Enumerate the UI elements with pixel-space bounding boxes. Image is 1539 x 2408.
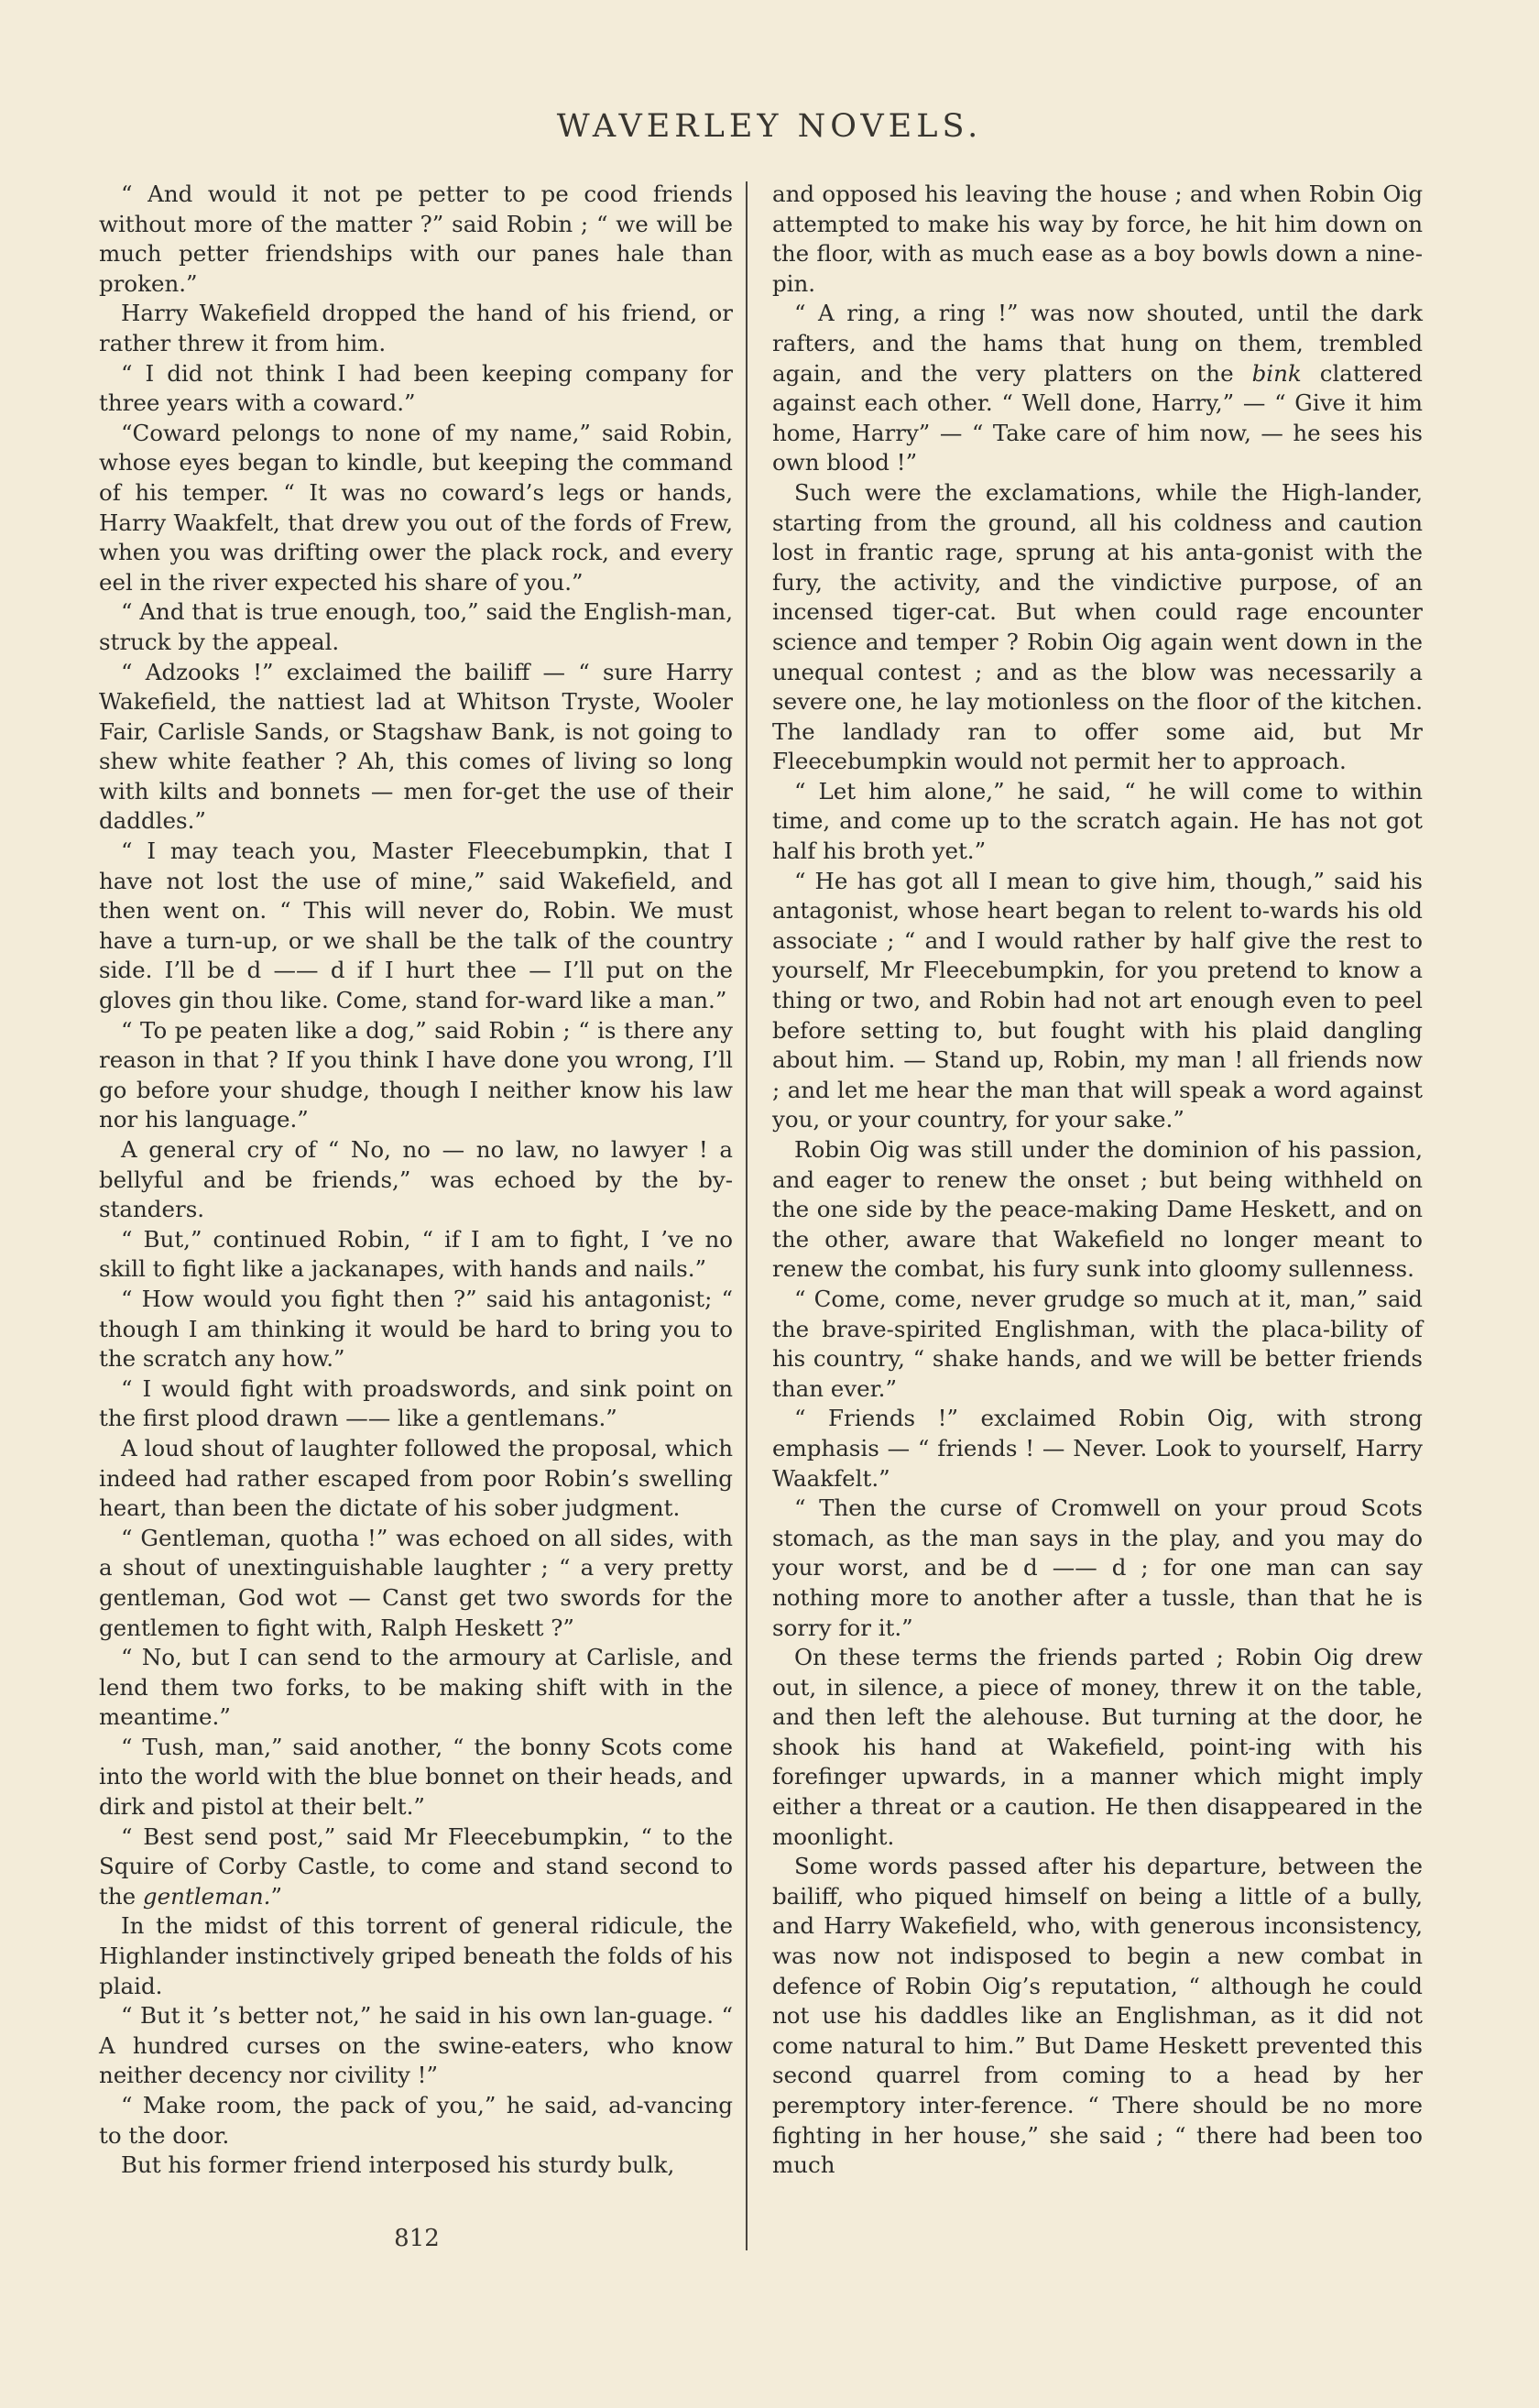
paragraph-text: and opposed his leaving the house ; and when Robin Oig attempted to make his way by force, he hit him down on the floor, with as much ease as a boy bowls down a nine-pin. [772,181,1423,297]
left-column [99,180,733,2181]
paragraph [99,180,733,299]
paragraph-text: In the midst of this torrent of general ridicule, the Highlander instinctively griped beneath the folds of his plaid. [99,1912,733,1999]
paragraph [99,1016,733,1135]
italic-text: gentleman. [142,1882,271,1910]
paragraph-text: Robin Oig was still under the dominion of his passion, and eager to renew the onset ; but being withheld on the one side by the peace-making Dame Heskett, and on the other, aware that Wakefield no longer meant to renew the combat, his fury sunk into gloomy sullenness. [772,1136,1423,1283]
paragraph [99,597,733,657]
paragraph-text: “ But it ’s better not,” he said in his own lan-guage. “ A hundred curses on the swine-eaters, who know neither decency nor civility !” [99,2002,733,2089]
paragraph-text: “ And that is true enough, too,” said the English-man, struck by the appeal. [99,598,733,655]
paragraph [99,1135,733,1225]
paragraph [772,478,1423,777]
paragraph-text: “ How would you fight then ?” said his antagonist; “ though I am thinking it would be hard to bring you to the scratch any how.” [99,1285,733,1373]
paragraph [99,658,733,837]
paragraph [99,2151,733,2181]
paragraph-text: “ To pe peaten like a dog,” said Robin ; “ is there any reason in that ? If you think I have done you wrong, I’ll go before your shudge, though I neither know his law nor his language.” [99,1016,733,1133]
paragraph [99,299,733,358]
paragraph-text: “ Let him alone,” he said, “ he will come to within time, and come up to the scratch again. He has not got half his broth yet.” [772,777,1423,865]
paragraph-text: “ A ring, a ring !” was now shouted, until the dark rafters, and the hams that hung on them, trembled again, and the very platters on the [772,300,1423,387]
page-number: 812 [394,2225,440,2252]
paragraph-text: “ I may teach you, Master Fleecebumpkin, that I have not lost the use of mine,” said Wakefield, and then went on. “ This will never do, Robin. We must have a turn-up, or we shall be the talk of the country side. I’ll be d —— d if I hurt thee — I’ll put on the gloves gin thou like. Come, stand for-ward like a man.” [99,837,733,1014]
paragraph [99,1434,733,1524]
paragraph-text: Some words passed after his departure, between the bailiff, who piqued himself on being a little of a bully, and Harry Wakefield, who, with generous inconsistency, was now not indisposed to begin a new combat in defence of Robin Oig’s reputation, “ although he could not use his daddles like an Englishman, as it did not come natural to him.” But Dame Heskett prevented this second quarrel from coming to a head by her peremptory inter-ference. “ There should be no more fighting in her house,” she said ; “ there had been too much [772,1853,1423,2179]
paragraph [772,1494,1423,1643]
paragraph [772,299,1423,478]
paragraph-text: Harry Wakefield dropped the hand of his friend, or rather threw it from him. [99,300,733,356]
paragraph-text: “ Make room, the pack of you,” he said, ad-vancing to the door. [99,2092,733,2149]
paragraph [99,1524,733,1643]
paragraph [772,1135,1423,1285]
paragraph-text: A general cry of “ No, no — no law, no lawyer ! a bellyful and be friends,” was echoed by the by-standers. [99,1136,733,1223]
paragraph [99,1374,733,1434]
paragraph-text: “ No, but I can send to the armoury at Carlisle, and lend them two forks, to be making shift with in the meantime.” [99,1644,733,1731]
paragraph-text: “ I would fight with proadswords, and sink point on the first plood drawn —— like a gentlemans.” [99,1374,733,1432]
paragraph [99,2091,733,2151]
paragraph [772,180,1423,299]
paragraph [99,1643,733,1733]
paragraph-text: “ And would it not pe petter to pe cood friends without more of the matter ?” said Robin ; “ we will be much petter friendships with our panes hale than proken.” [99,181,733,297]
paragraph [99,1822,733,1912]
paragraph [772,777,1423,867]
paragraph [772,1852,1423,2181]
paragraph [99,1911,733,2001]
paragraph [99,1285,733,1374]
paragraph-text: “ Adzooks !” exclaimed the bailiff — “ sure Harry Wakefield, the nattiest lad at Whitson Tryste, Wooler Fair, Carlisle Sands, or Stagshaw Bank, is not going to shew white feather ? Ah, this comes of living so long with kilts and bonnets — men for-get the use of their daddles.” [99,658,733,835]
italic-text: bink [1251,359,1302,387]
paragraph [99,359,733,419]
paragraph [99,837,733,1016]
column-divider [746,181,748,2250]
paragraph-text-tail: clattered against each other. “ Well done, Harry,” — “ Give it him home, Harry” — “ Take care of him now, — he sees his own blood !” [772,359,1423,476]
paragraph-text: “ Come, come, never grudge so much at it, man,” said the brave-spirited Englishman, with the placa-bility of his country, “ shake hands, and we will be better friends than ever.” [772,1285,1423,1402]
paragraph-text: “ But,” continued Robin, “ if I am to fight, I ’ve no skill to fight like a jackanapes, with hands and nails.” [99,1225,733,1283]
paragraph-text: “ Tush, man,” said another, “ the bonny Scots come into the world with the blue bonnet on their heads, and dirk and pistol at their belt.” [99,1733,733,1821]
paragraph [772,1404,1423,1494]
paragraph-text: “ Then the curse of Cromwell on your proud Scots stomach, as the man says in the play, and you may do your worst, and be d —— d ; for one man can say nothing more to another after a tussle, than that he is sorry for it.” [772,1494,1423,1641]
paragraph [772,867,1423,1135]
paragraph-text: “ Friends !” exclaimed Robin Oig, with strong emphasis — “ friends ! — Never. Look to yourself, Harry Waakfelt.” [772,1405,1423,1492]
paragraph [99,419,733,598]
paragraph-text: “ I did not think I had been keeping company for three years with a coward.” [99,359,733,417]
paragraph-text: “ Gentleman, quotha !” was echoed on all sides, with a shout of unextinguishable laughter ; “ a very pretty gentleman, God wot — Canst get two swords for the gentlemen to fight with, Ralph Heskett ?” [99,1524,733,1641]
paragraph [772,1285,1423,1404]
paragraph-text: “Coward pelongs to none of my name,” said Robin, whose eyes began to kindle, but keeping the command of his temper. “ It was no coward’s legs or hands, Harry Waakfelt, that drew you out of the fords of Frew, when you was drifting ower the plack rock, and every eel in the river expected his share of you.” [99,419,733,596]
paragraph-text: But his former friend interposed his sturdy bulk, [121,2151,675,2179]
paragraph [99,2001,733,2091]
paragraph-text: “ Best send post,” said Mr Fleecebumpkin, “ to the Squire of Corby Castle, to come and stand second to the [99,1822,733,1910]
paragraph-text-tail: ” [270,1882,283,1910]
running-header: WAVERLEY NOVELS. [556,108,983,145]
paragraph-text: A loud shout of laughter followed the proposal, which indeed had rather escaped from poor Robin’s swelling heart, than been the dictate of his sober judgment. [99,1434,733,1522]
paragraph [772,1643,1423,1852]
paragraph-text: On these terms the friends parted ; Robin Oig drew out, in silence, a piece of money, threw it on the table, and then left the alehouse. But turning at the door, he shook his hand at Wakefield, point-ing with his forefinger upwards, in a manner which might imply either a threat or a caution. He then disappeared in the moonlight. [772,1644,1423,1850]
paragraph-text: Such were the exclamations, while the High-lander, starting from the ground, all his coldness and caution lost in frantic rage, sprung at his anta-gonist with the fury, the activity, and the vindictive purpose, of an incensed tiger-cat. But when could rage encounter science and temper ? Robin Oig again went down in the unequal contest ; and as the blow was necessarily a severe one, he lay motionless on the floor of the kitchen. The landlady ran to offer some aid, but Mr Fleecebumpkin would not permit her to approach. [772,478,1423,775]
right-column [772,180,1423,2181]
paragraph [99,1225,733,1285]
paragraph-text: “ He has got all I mean to give him, though,” said his antagonist, whose heart began to relent to-wards his old associate ; “ and I would rather by half give the rest to yourself, Mr Fleecebumpkin, for you pretend to know a thing or two, and Robin had not art enough even to peel before setting to, but fought with his plaid dangling about him. — Stand up, Robin, my man ! all friends now ; and let me hear the man that will speak a word against you, or your country, for your sake.” [772,867,1423,1133]
paragraph [99,1733,733,1822]
